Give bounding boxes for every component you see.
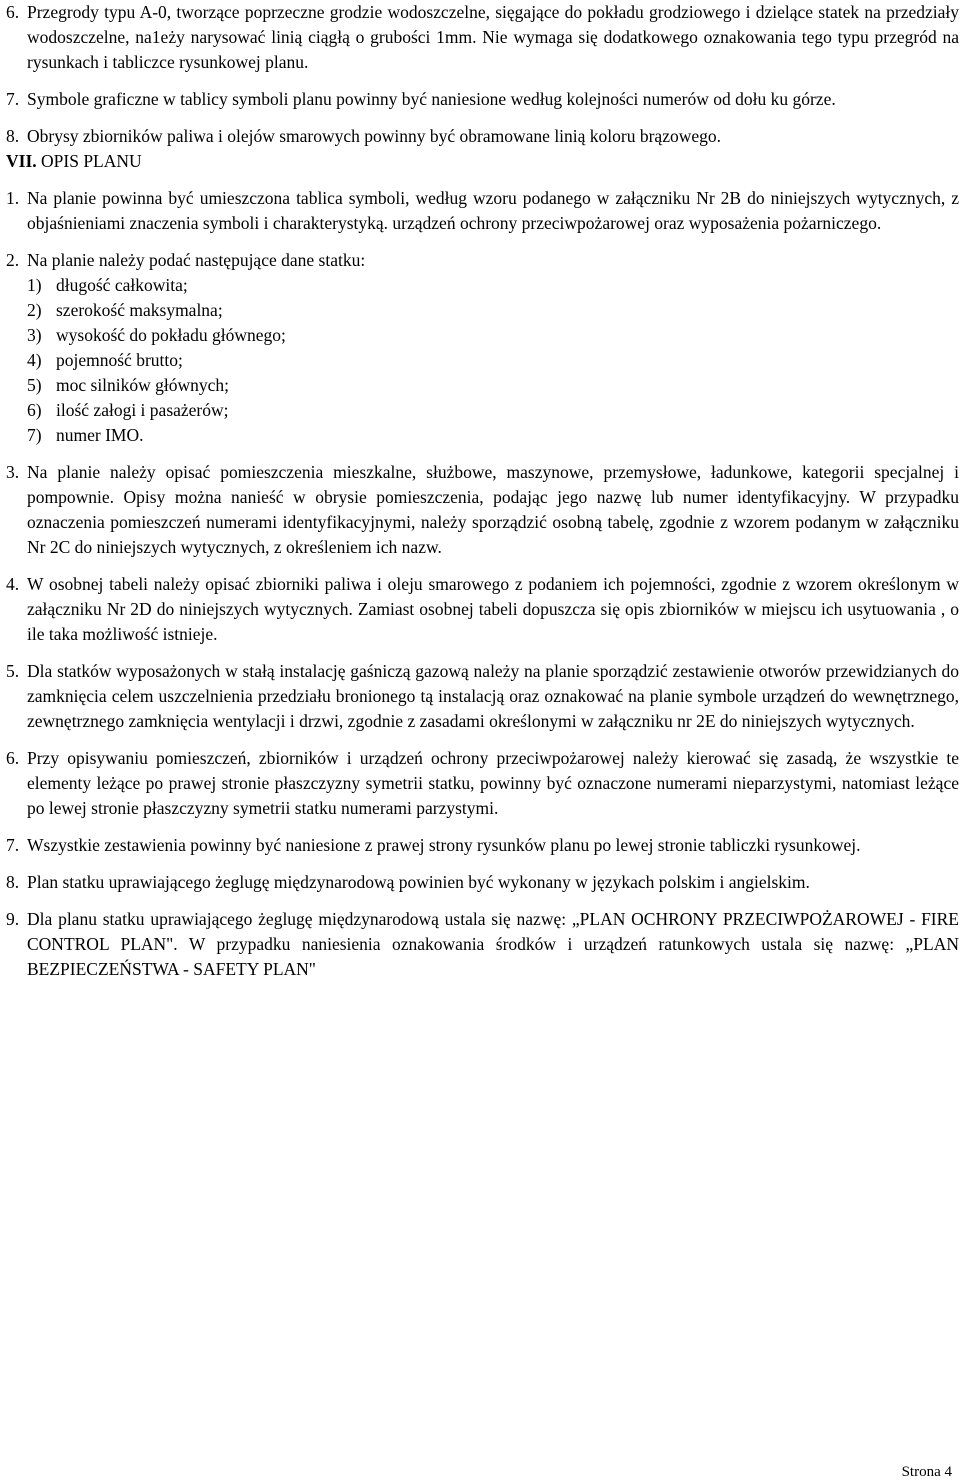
list-item-vii-1: [6, 186, 959, 236]
sublist-text: szerokość maksymalna;: [56, 300, 223, 320]
list-item-vii-6: [6, 746, 959, 821]
section-number: VII.: [6, 151, 37, 171]
sublist-text: wysokość do pokładu głównego;: [56, 325, 286, 345]
document-page: [6, 0, 959, 982]
item-text: Plan statku uprawiającego żeglugę międzynarodową powinien być wykonany w językach polskim i angielskim.: [27, 872, 810, 892]
list-item-vi-6: [6, 0, 959, 75]
item-text: Przy opisywaniu pomieszczeń, zbiorników i urządzeń ochrony przeciwpożarowej należy kierować się zasadą, że wszystkie te elementy leżące po prawej stronie płaszczyzny symetrii statku, powinny być oznaczone numerami nieparzystymi, natomiast leżące po lewej stronie płaszczyzny symetrii statku numerami parzystymi.: [27, 748, 959, 818]
item-text: Obrysy zbiorników paliwa i olejów smarowych powinny być obramowane linią koloru brązowego.: [27, 126, 722, 146]
item-body: [27, 248, 959, 448]
list-item-vi-7: [6, 87, 959, 112]
sublist-item: [27, 348, 959, 373]
sublist-text: długość całkowita;: [56, 275, 188, 295]
sublist-item: [27, 398, 959, 423]
section-title: OPIS PLANU: [41, 151, 142, 171]
item-number: 6.: [6, 2, 20, 22]
item-text: Dla planu statku uprawiającego żeglugę międzynarodową ustala się nazwę: „PLAN OCHRONY PRZECIWPOŻAROWEJ - FIRE CONTROL PLAN". W przypadku naniesienia oznakowania środków i urządzeń ratunkowych ustala się nazwę: „PLAN BEZPIECZEŃSTWA - SAFETY PLAN": [27, 909, 959, 979]
list-item-vii-9: [6, 907, 959, 982]
sublist-text: pojemność brutto;: [56, 350, 183, 370]
list-item-vii-8: [6, 870, 959, 895]
item-number: 8.: [6, 872, 20, 892]
item-text: Przegrody typu A-0, tworzące poprzeczne grodzie wodoszczelne, sięgające do pokładu grodziowego i dzielące statek na przedziały wodoszczelne, na1eży narysować linią ciągłą o grubości 1mm. Nie wymaga się dodatkowego oznakowania tego typu przegród na rysunkach i tabliczce rysunkowej planu.: [27, 2, 959, 72]
sublist-item: [27, 298, 959, 323]
item-number: 6.: [6, 748, 20, 768]
page-number: Strona 4: [901, 1464, 952, 1480]
list-item-vii-7: [6, 833, 959, 858]
item-number: 8.: [6, 126, 20, 146]
item-number: 9.: [6, 909, 20, 929]
sublist-text: moc silników głównych;: [56, 375, 230, 395]
sublist-item: [27, 423, 959, 448]
item-number: 4.: [6, 574, 20, 594]
item-text: Na planie należy opisać pomieszczenia mieszkalne, służbowe, maszynowe, przemysłowe, ładunkowe, kategorii specjalnej i pompownie. Opisy można nanieść w obrysie pomieszczenia, podając jego nazwę lub numer identyfikacyjny. W przypadku oznaczenia pomieszczeń numerami identyfikacyjnymi, należy sporządzić osobną tabelę, zgodnie z wzorem podanym w załączniku Nr 2C do niniejszych wytycznych, z określeniem ich nazw.: [27, 462, 959, 557]
item-number: 2.: [6, 250, 20, 270]
item-number: 7.: [6, 835, 20, 855]
sublist-number: 7): [27, 425, 42, 445]
item-text: Dla statków wyposażonych w stałą instalację gaśniczą gazową należy na planie sporządzić zestawienie otworów przewidzianych do zamknięcia celem uszczelnienia przedziału bronionego tą instalacją oraz oznakować na planie symbole urządzeń do wewnętrznego, zewnętrznego zamknięcia wentylacji i drzwi, zgodnie z zasadami określonymi w załączniku nr 2E do niniejszych wytycznych.: [27, 661, 959, 731]
item-number: 5.: [6, 661, 20, 681]
sublist-text: numer IMO.: [56, 425, 144, 445]
sublist-number: 1): [27, 275, 42, 295]
item-number: 7.: [6, 89, 20, 109]
ship-data-list: [27, 273, 959, 448]
item-text: Symbole graficzne w tablicy symboli planu powinny być naniesione według kolejności numerów od dołu ku górze.: [27, 89, 836, 109]
item-number: 3.: [6, 462, 20, 482]
sublist-number: 3): [27, 325, 42, 345]
list-item-vi-8: [6, 124, 959, 149]
item-text: Wszystkie zestawienia powinny być naniesione z prawej strony rysunków planu po lewej stronie tabliczki rysunkowej.: [27, 835, 861, 855]
sublist-item: [27, 273, 959, 298]
list-item-vii-4: [6, 572, 959, 647]
sublist-number: 2): [27, 300, 42, 320]
item-text: Na planie należy podać następujące dane statku:: [27, 250, 366, 270]
item-text: W osobnej tabeli należy opisać zbiorniki paliwa i oleju smarowego z podaniem ich pojemności, zgodnie z wzorem określonym w załączniku Nr 2D do niniejszych wytycznych. Zamiast osobnej tabeli dopuszcza się opis zbiorników w miejscu ich usytuowania , o ile taka możliwość istnieje.: [27, 574, 959, 644]
sublist-number: 4): [27, 350, 42, 370]
sublist-item: [27, 323, 959, 348]
sublist-text: ilość załogi i pasażerów;: [56, 400, 229, 420]
list-item-vii-5: [6, 659, 959, 734]
sublist-item: [27, 373, 959, 398]
list-item-vii-2: [6, 248, 959, 448]
item-text: Na planie powinna być umieszczona tablica symboli, według wzoru podanego w załączniku Nr 2B do niniejszych wytycznych, z objaśnieniami znaczenia symboli i charakterystyką. urządzeń ochrony przeciwpożarowej oraz wyposażenia pożarniczego.: [27, 188, 959, 233]
sublist-number: 6): [27, 400, 42, 420]
section-heading: [6, 149, 959, 174]
sublist-number: 5): [27, 375, 42, 395]
list-item-vii-3: [6, 460, 959, 560]
item-number: 1.: [6, 188, 20, 208]
